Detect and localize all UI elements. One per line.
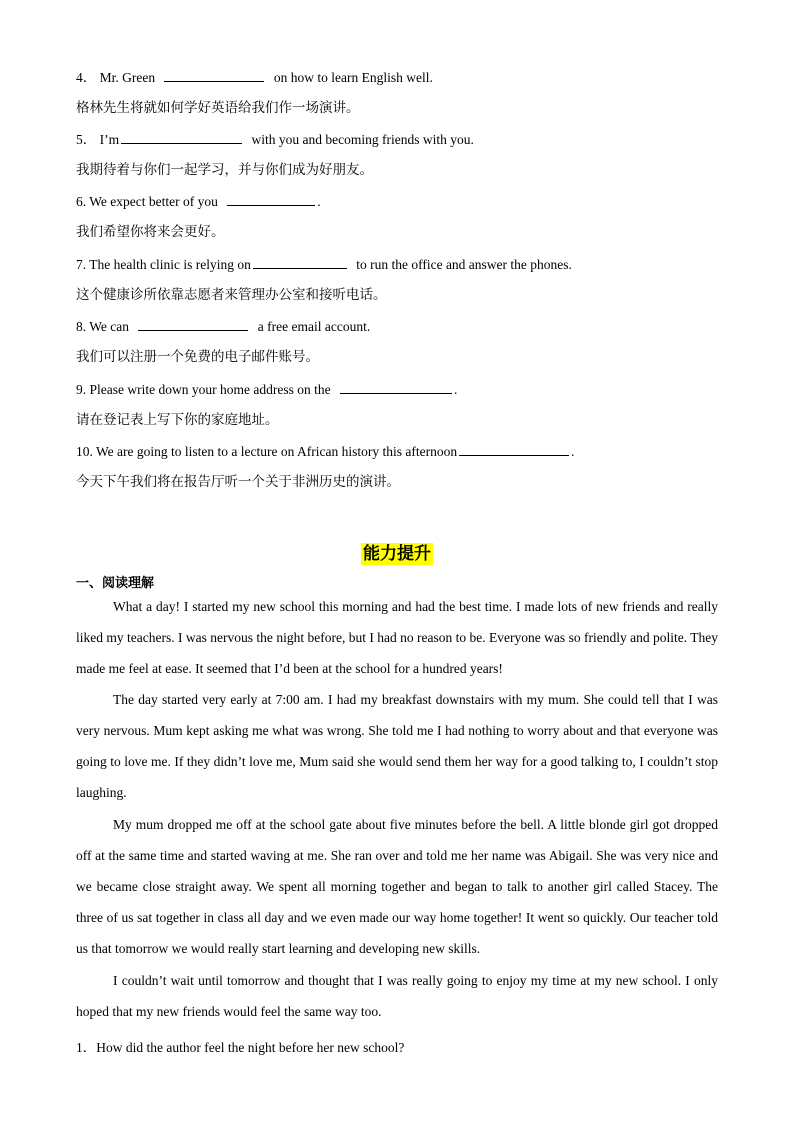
exercise-5-translation: 我期待着与你们一起学习，并与你们成为好朋友。: [76, 162, 373, 178]
answer-blank[interactable]: [459, 443, 569, 456]
exercise-text-before: The health clinic is relying on: [89, 257, 251, 272]
exercise-10-translation: 今天下午我们将在报告厅听一个关于非洲历史的演讲。: [76, 474, 400, 490]
exercise-text-after: with you and becoming friends with you.: [251, 132, 474, 147]
exercise-number: 10.: [76, 444, 93, 459]
passage-paragraph-4: I couldn’t wait until tomorrow and thought that I was really going to enjoy my time at my new school. I only hoped that my new friends would feel the same way too.: [76, 973, 718, 1019]
exercise-8: [76, 318, 370, 335]
section-title-text: 能力提升: [363, 544, 431, 564]
exercise-text-before: Please write down your home address on the: [89, 382, 331, 397]
exercise-number: 9.: [76, 382, 87, 397]
answer-blank[interactable]: [138, 318, 248, 331]
exercise-5: [76, 131, 474, 148]
exercise-text-before: We expect better of you: [89, 194, 218, 209]
exercise-text-before: I’m: [99, 132, 120, 147]
answer-blank[interactable]: [164, 69, 264, 82]
answer-blank[interactable]: [340, 381, 452, 394]
passage-paragraph-2: The day started very early at 7:00 am. I had my breakfast downstairs with my mum. She could tell that I was very nervous. Mum kept asking me what was wrong. She told me I had nothing to worry about and that everyone was going to love me. If they didn’t love me, Mum said she would send them her way for a good talking to, I couldn’t stop laughing.: [76, 692, 718, 800]
exercise-4-translation: 格林先生将就如何学好英语给我们作一场演讲。: [76, 100, 360, 116]
exercise-number: 8.: [76, 319, 87, 334]
exercise-4: [76, 69, 433, 86]
exercise-text-after: .: [453, 382, 458, 397]
exercise-number: 5．: [76, 132, 97, 147]
answer-blank[interactable]: [121, 131, 242, 144]
exercise-text-after: a free email account.: [257, 319, 371, 334]
exercise-10: [76, 443, 574, 460]
answer-blank[interactable]: [253, 256, 347, 269]
section-title: [0, 539, 794, 564]
exercise-8-translation: 我们可以注册一个免费的电子邮件账号。: [76, 349, 319, 365]
reading-question-1: 1．How did the author feel the night before her new school?: [76, 1040, 405, 1055]
exercise-number: 6.: [76, 194, 87, 209]
exercise-text-after: on how to learn English well.: [273, 70, 433, 85]
exercise-text-before: We are going to listen to a lecture on African history this afternoon: [96, 444, 458, 459]
exercise-text-after: to run the office and answer the phones.: [356, 257, 572, 272]
answer-blank[interactable]: [227, 193, 315, 206]
exercise-text-before: We can: [89, 319, 130, 334]
exercise-text-after: .: [571, 444, 575, 459]
exercise-9-translation: 请在登记表上写下你的家庭地址。: [76, 412, 279, 428]
exercise-9: [76, 381, 457, 398]
exercise-6: [76, 193, 321, 210]
exercise-7: [76, 256, 572, 273]
exercise-number: 7.: [76, 257, 87, 272]
exercise-text-after: .: [317, 194, 321, 209]
passage-paragraph-3: My mum dropped me off at the school gate about five minutes before the bell. A little blonde girl got dropped off at the same time and started waving at me. She ran over and told me her name was Abigail. She was very nice and we became close straight away. We spent all morning together and began to talk to another girl called Stacey. The three of us sat together in class all day and we even made our way home together! It went so quickly. Our teacher told us that tomorrow we would really start learning and developing new skills.: [76, 817, 718, 956]
exercise-7-translation: 这个健康诊所依靠志愿者来管理办公室和接听电话。: [76, 287, 387, 303]
exercise-number: 4．: [76, 70, 97, 85]
exercise-6-translation: 我们希望你将来会更好。: [76, 224, 225, 240]
reading-heading: 一、阅读理解: [76, 576, 155, 591]
passage-paragraph-1: What a day! I started my new school this morning and had the best time. I made lots of new friends and really liked my teachers. I was nervous the night before, but I had no reason to be. Everyone was so friendly and polite. They made me feel at ease. It seemed that I’d been at the school for a hundred years!: [76, 599, 718, 676]
exercise-text-before: Mr. Green: [99, 70, 156, 85]
